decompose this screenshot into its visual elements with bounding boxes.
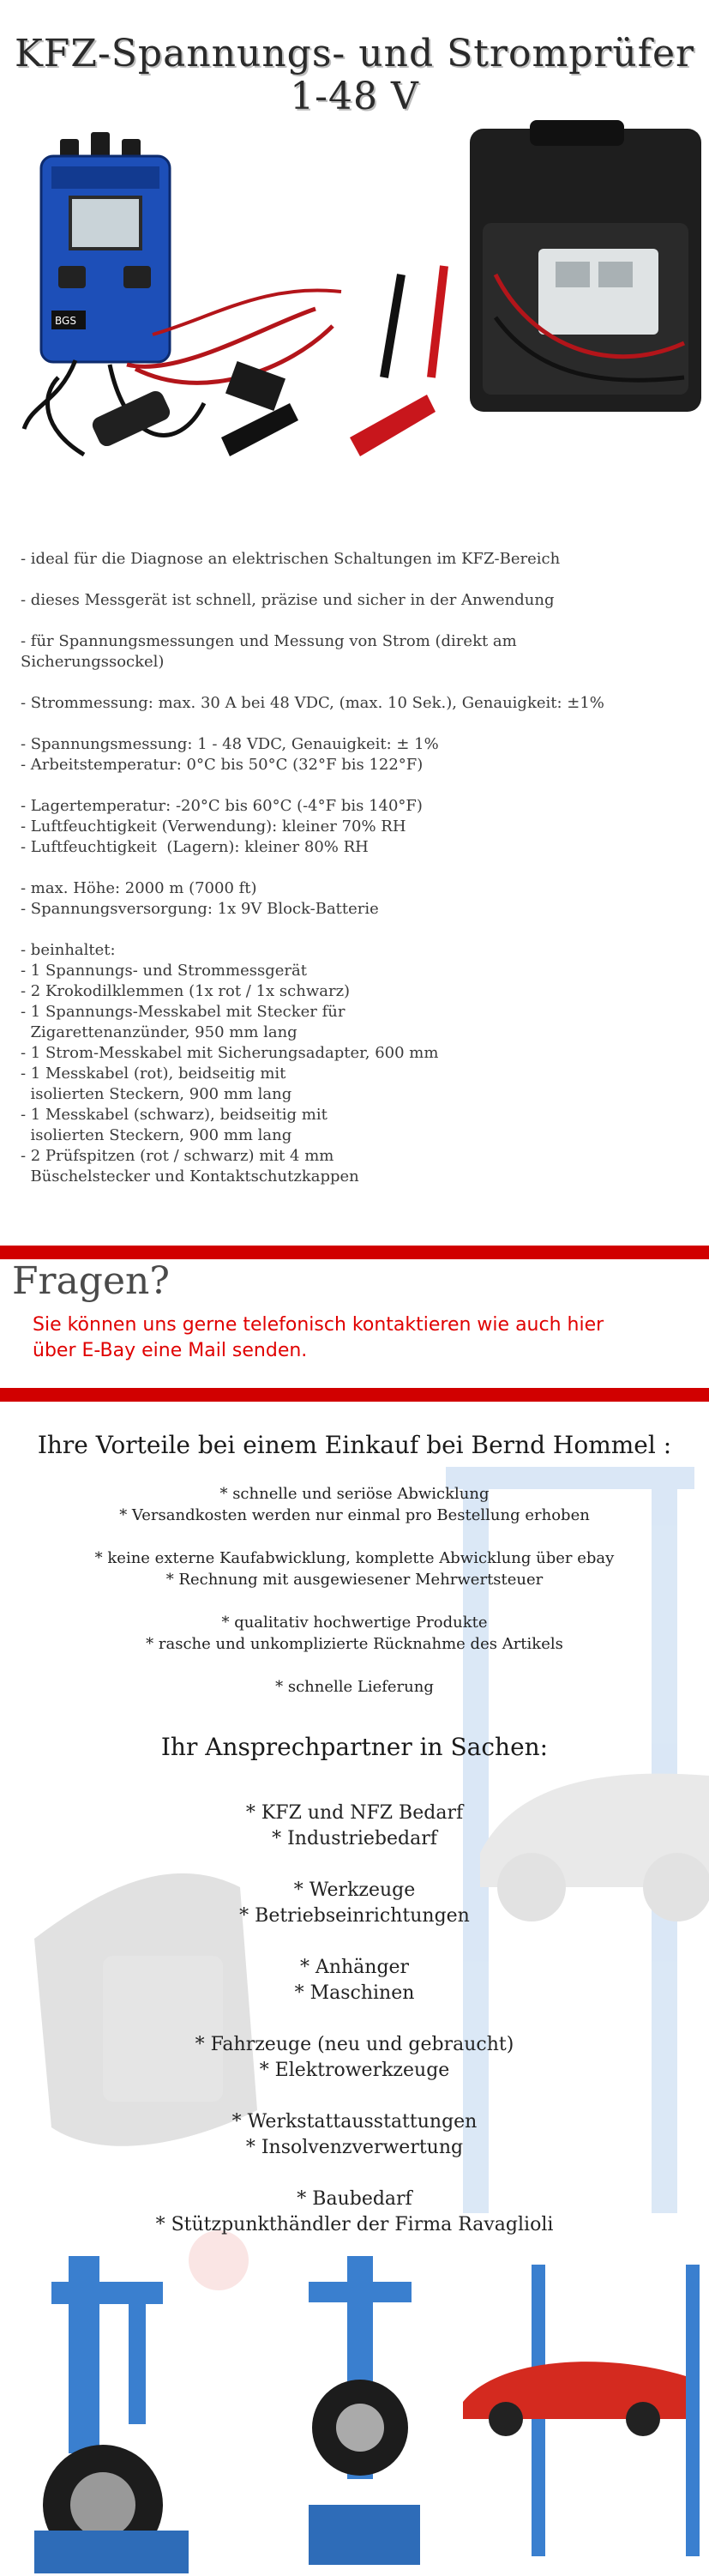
feature-item: isolierten Steckern, 900 mm lang xyxy=(21,1126,292,1144)
contacts-list xyxy=(0,1801,709,2238)
questions-line-1: Sie können uns gerne telefonisch kontaktieren wie auch hier xyxy=(33,1314,604,1336)
tester-device xyxy=(41,132,170,362)
feature-item: - max. Höhe: 2000 m (7000 ft) xyxy=(21,879,257,897)
contact-item: * Maschinen xyxy=(294,1982,415,2004)
contact-item: * Elektrowerkzeuge xyxy=(259,2060,450,2081)
bottom-photo-strip xyxy=(0,2247,709,2576)
feature-item: - Strommessung: max. 30 A bei 48 VDC, (max. 10 Sek.), Genauigkeit: ±1% xyxy=(21,694,604,712)
page-title-line-1: KFZ-Spannungs- und Stromprüfer xyxy=(14,32,695,75)
feature-item: - Spannungsmessung: 1 - 48 VDC, Genauigkeit: ± 1% xyxy=(21,735,439,753)
carrying-case xyxy=(470,120,701,412)
feature-spacer xyxy=(21,858,689,878)
feature-item: - 1 Messkabel (schwarz), beidseitig mit xyxy=(21,1106,327,1124)
contact-item: * Werkzeuge xyxy=(293,1879,416,1901)
advantage-item: * qualitativ hochwertige Produkte xyxy=(221,1614,488,1632)
advantage-group xyxy=(0,1483,709,1526)
advantages-heading: Ihre Vorteile bei einem Einkauf bei Bernd Hommel : xyxy=(37,1431,672,1459)
advantage-item: * Rechnung mit ausgewiesener Mehrwertsteuer xyxy=(165,1571,544,1589)
feature-item: Büschelstecker und Kontaktschutzkappen xyxy=(21,1167,359,1185)
feature-spacer xyxy=(21,775,689,796)
contacts-section xyxy=(0,1733,709,2264)
feature-item: - beinhaltet: xyxy=(21,941,116,959)
contact-item: * Insolvenzverwertung xyxy=(245,2137,464,2158)
contact-group xyxy=(0,1801,709,1852)
contact-group xyxy=(0,2187,709,2238)
feature-spacer xyxy=(21,611,689,631)
feature-item: Sicherungssockel) xyxy=(21,653,165,671)
contact-item: * Anhänger xyxy=(299,1957,410,1978)
contact-item: * Fahrzeuge (neu und gebraucht) xyxy=(195,2034,514,2055)
contact-item: * Betriebseinrichtungen xyxy=(239,1905,470,1927)
feature-item: - 2 Krokodilklemmen (1x rot / 1x schwarz) xyxy=(21,982,351,1000)
feature-item: - Luftfeuchtigkeit (Verwendung): kleiner 70% RH xyxy=(21,817,406,836)
feature-spacer xyxy=(21,673,689,693)
advantage-item: * schnelle und seriöse Abwicklung xyxy=(219,1485,490,1503)
feature-item: - Arbeitstemperatur: 0°C bis 50°C (32°F bis 122°F) xyxy=(21,756,424,774)
contact-item: * KFZ und NFZ Bedarf xyxy=(245,1802,464,1824)
feature-item: - ideal für die Diagnose an elektrischen Schaltungen im KFZ-Bereich xyxy=(21,550,561,568)
feature-item: - Luftfeuchtigkeit (Lagern): kleiner 80% RH xyxy=(21,838,369,856)
feature-item: - 1 Spannungs-Messkabel mit Stecker für xyxy=(21,1003,345,1021)
feature-item: - 1 Strom-Messkabel mit Sicherungsadapter, 600 mm xyxy=(21,1044,439,1062)
feature-item: - Lagertemperatur: -20°C bis 60°C (-4°F bis 140°F) xyxy=(21,797,423,815)
feature-item: Zigarettenanzünder, 950 mm lang xyxy=(21,1023,297,1041)
questions-heading: Fragen? xyxy=(12,1259,170,1303)
advantage-group xyxy=(0,1612,709,1655)
device-brand-label: BGS xyxy=(55,315,76,327)
page-title xyxy=(0,0,709,118)
advantage-item: * keine externe Kaufabwicklung, komplette Abwicklung über ebay xyxy=(94,1549,615,1567)
questions-text xyxy=(33,1312,684,1364)
advantage-item: * schnelle Lieferung xyxy=(275,1678,434,1696)
contact-group xyxy=(0,1955,709,2006)
advantages-section xyxy=(0,1431,709,1719)
contact-item: * Industriebedarf xyxy=(272,1828,437,1849)
car-lift-photo xyxy=(463,2265,700,2556)
contact-group xyxy=(0,2032,709,2084)
feature-item: - 1 Spannungs- und Strommessgerät xyxy=(21,962,307,980)
feature-item: - für Spannungsmessungen und Messung von Strom (direkt am xyxy=(21,632,517,650)
feature-item: isolierten Steckern, 900 mm lang xyxy=(21,1085,292,1103)
contacts-heading: Ihr Ansprechpartner in Sachen: xyxy=(160,1733,549,1761)
advantage-group xyxy=(0,1676,709,1698)
feature-list xyxy=(21,549,689,1187)
contact-item: * Stützpunkthändler der Firma Ravaglioli xyxy=(155,2214,554,2235)
advantage-item: * rasche und unkomplizierte Rücknahme des Artikels xyxy=(146,1635,563,1653)
feature-spacer xyxy=(21,714,689,734)
feature-item: - Spannungsversorgung: 1x 9V Block-Batterie xyxy=(21,900,379,918)
feature-spacer xyxy=(21,920,689,940)
advantages-list xyxy=(0,1483,709,1698)
tire-changer-photo xyxy=(34,2256,189,2573)
advantage-item: * Versandkosten werden nur einmal pro Bestellung erhoben xyxy=(119,1506,590,1524)
questions-line-2: über E-Bay eine Mail senden. xyxy=(33,1340,308,1361)
feature-item: - dieses Messgerät ist schnell, präzise und sicher in der Anwendung xyxy=(21,591,555,609)
contact-group xyxy=(0,2109,709,2161)
feature-item: - 1 Messkabel (rot), beidseitig mit xyxy=(21,1065,286,1083)
contact-group xyxy=(0,1878,709,1929)
wheel-balancer-photo xyxy=(309,2256,420,2565)
contact-item: * Baubedarf xyxy=(297,2188,412,2210)
feature-spacer xyxy=(21,570,689,590)
divider-bottom xyxy=(0,1388,709,1402)
contact-item: * Werkstattausstattungen xyxy=(231,2111,478,2133)
product-photo xyxy=(7,120,701,463)
advantage-group xyxy=(0,1547,709,1590)
page-title-line-2: 1-48 V xyxy=(290,75,419,118)
divider-top xyxy=(0,1246,709,1259)
feature-item: - 2 Prüfspitzen (rot / schwarz) mit 4 mm xyxy=(21,1147,334,1165)
